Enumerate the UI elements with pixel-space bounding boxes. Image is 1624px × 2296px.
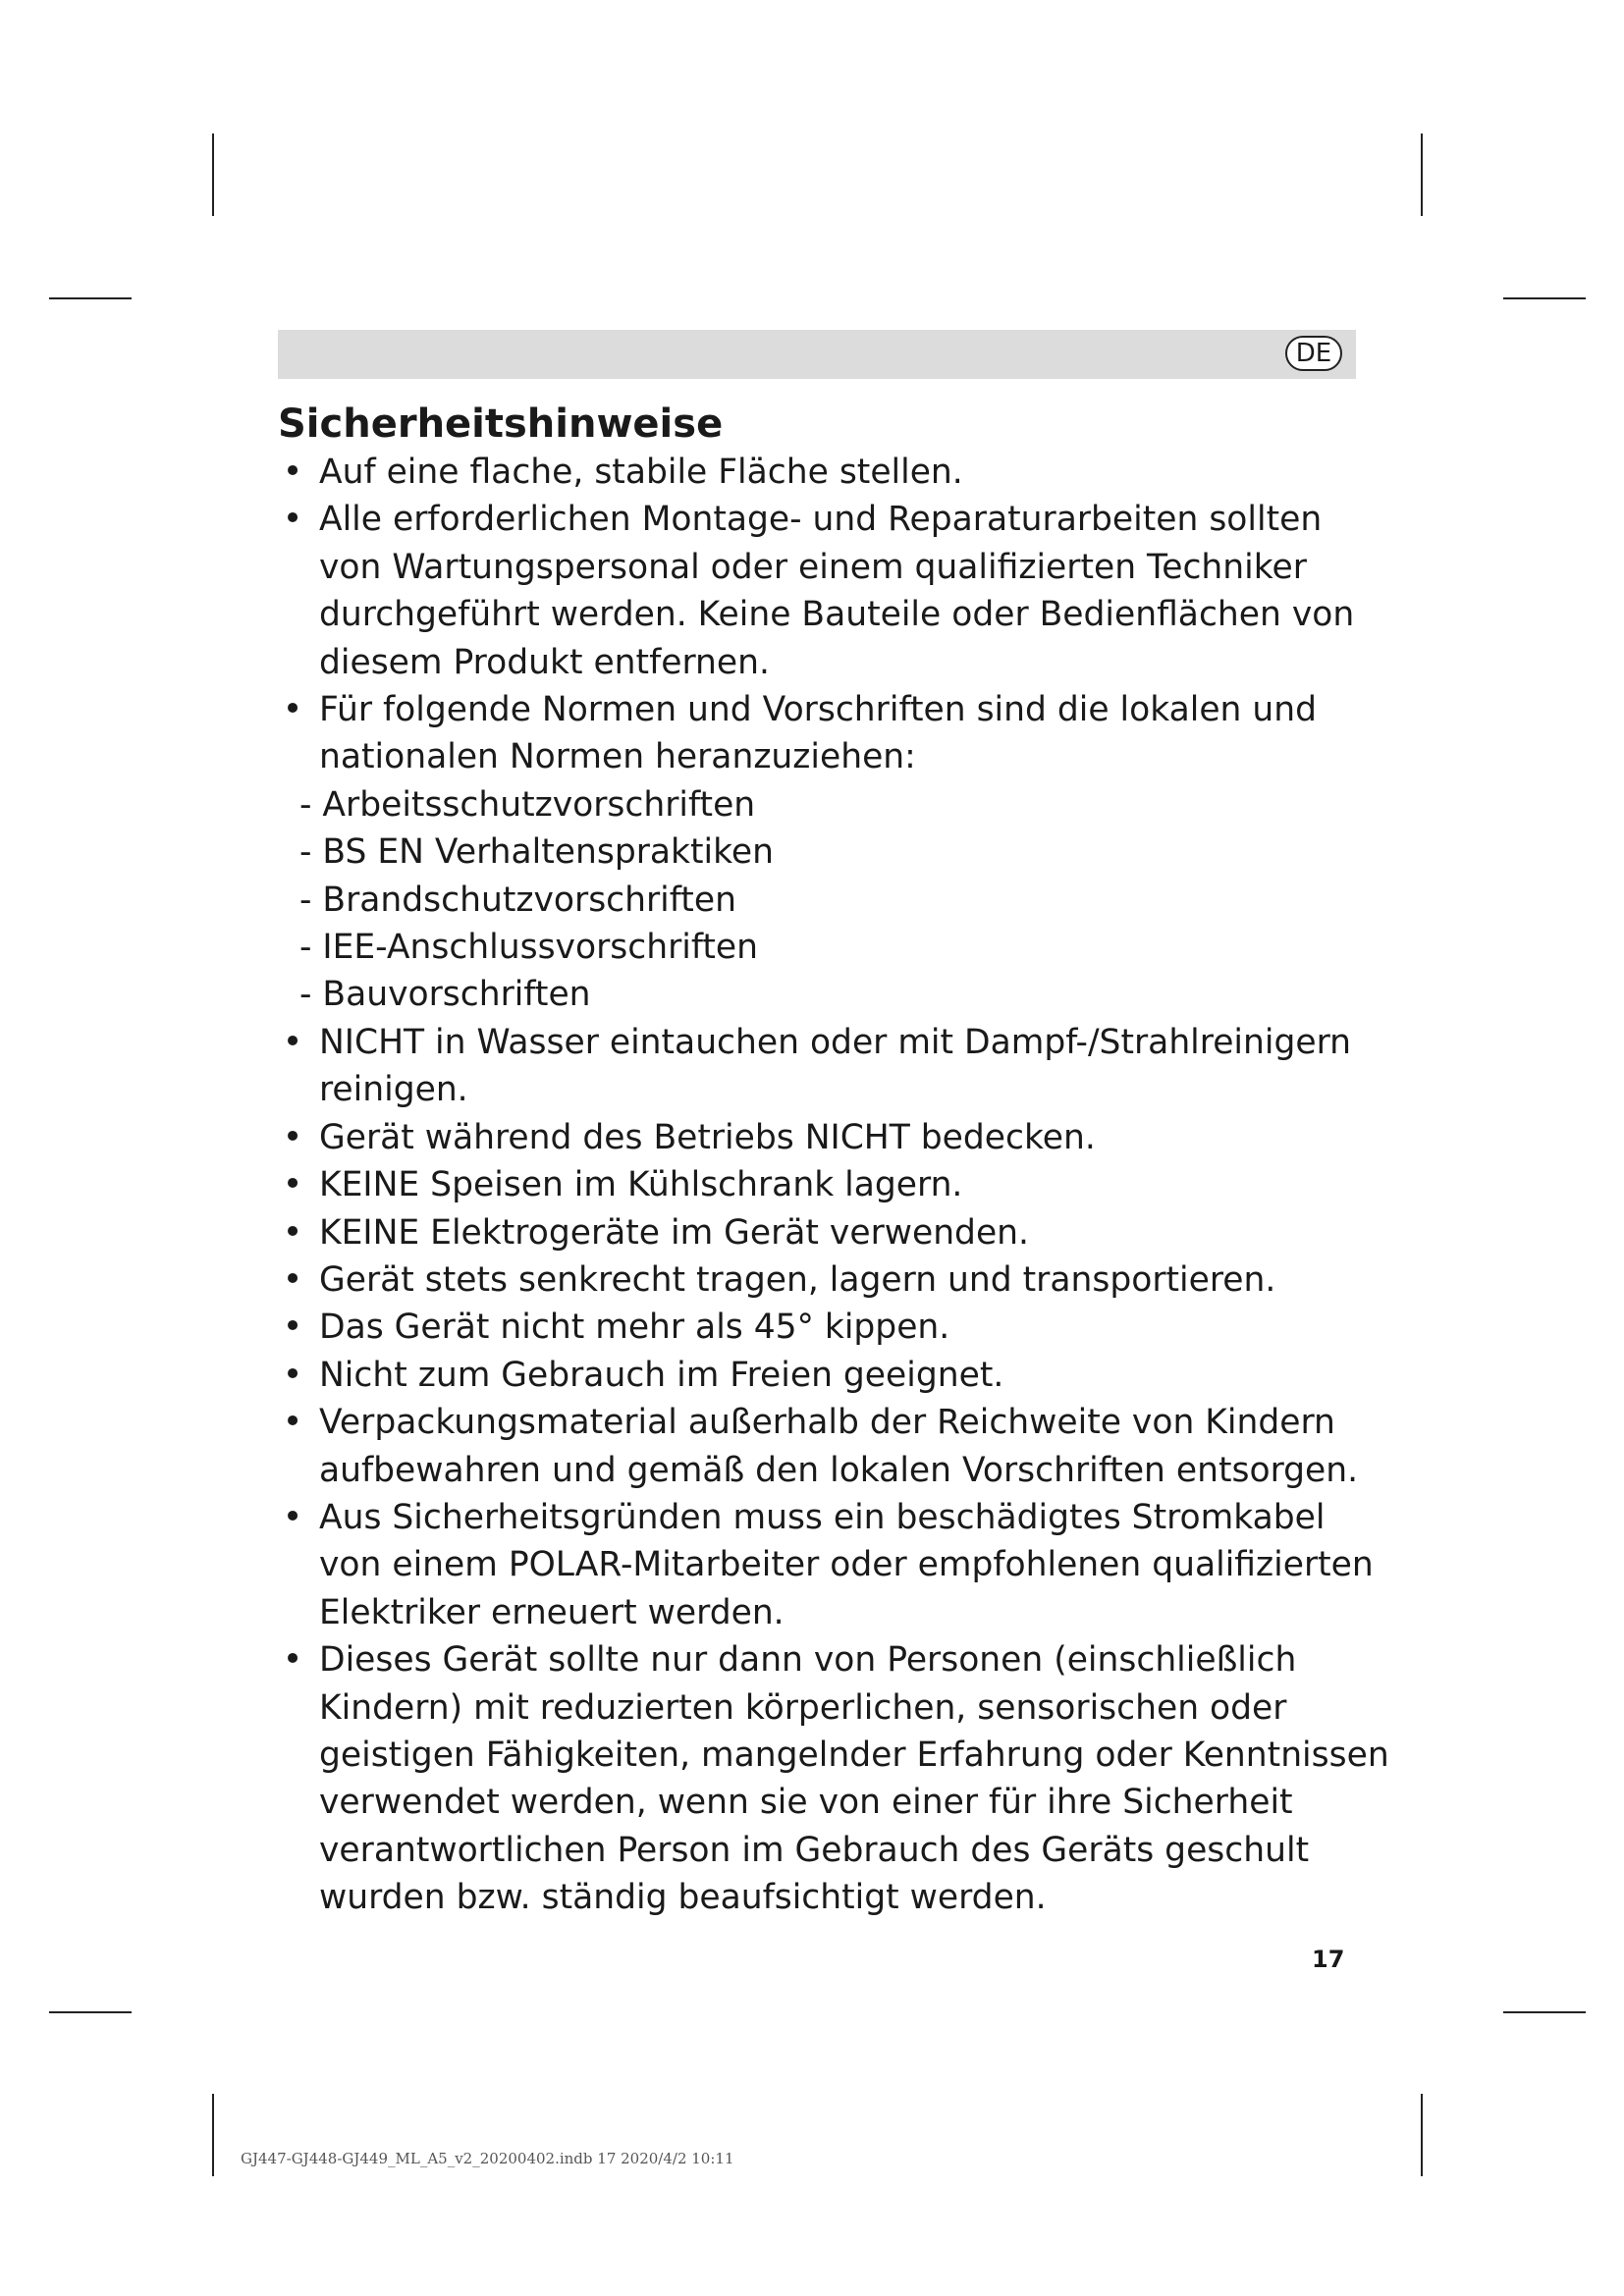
bullet-icon: •: [282, 453, 303, 492]
list-item-line: Gerät während des Betriebs NICHT bedecken.: [319, 1117, 1096, 1157]
sub-list-item: - IEE-Anschlussvorschriften: [299, 928, 758, 968]
bullet-icon: •: [282, 1403, 303, 1443]
list-item: [278, 1352, 1378, 1399]
section-header-band: [278, 330, 1356, 379]
list-item-line: NICHT in Wasser eintauchen oder mit Dampf-/Strahlreinigern: [319, 1022, 1352, 1062]
list-item-line: wurden bzw. ständig beaufsichtigt werden.: [319, 1878, 1047, 1918]
crop-mark-left-lower: [49, 2011, 132, 2013]
list-item-line: Kindern) mit reduzierten körperlichen, sensorischen oder: [319, 1687, 1287, 1728]
list-item: [278, 1256, 1378, 1304]
list-item: [278, 1114, 1378, 1161]
list-item-line: Dieses Gerät sollte nur dann von Personen (einschließlich: [319, 1640, 1297, 1681]
bullet-icon: •: [282, 1640, 303, 1681]
list-item-line: Verpackungsmaterial außerhalb der Reichweite von Kindern: [319, 1403, 1335, 1443]
sub-list-item: - BS EN Verhaltenspraktiken: [299, 832, 774, 873]
bullet-icon: •: [282, 1259, 303, 1300]
crop-mark-top-right: [1421, 133, 1423, 216]
crop-mark-bottom-left: [212, 2094, 214, 2176]
list-item-line: KEINE Elektrogeräte im Gerät verwenden.: [319, 1212, 1030, 1253]
list-item-line: nationalen Normen heranzuziehen:: [319, 737, 916, 777]
language-badge: DE: [1285, 336, 1342, 371]
list-item-line: Gerät stets senkrecht tragen, lagern und transportieren.: [319, 1259, 1276, 1300]
list-item-line: von einem POLAR-Mitarbeiter oder empfohlenen qualifizierten: [319, 1545, 1374, 1585]
bullet-icon: •: [282, 1022, 303, 1062]
list-item-line: Das Gerät nicht mehr als 45° kippen.: [319, 1308, 950, 1348]
crop-mark-right-upper: [1503, 297, 1586, 299]
list-item: [278, 1161, 1378, 1208]
page-title: Sicherheitshinweise: [278, 401, 724, 447]
list-item-line: von Wartungspersonal oder einem qualifizierten Techniker: [319, 547, 1307, 587]
list-item-line: Nicht zum Gebrauch im Freien geeignet.: [319, 1355, 1004, 1395]
crop-mark-bottom-right: [1421, 2094, 1423, 2176]
list-item: [278, 1399, 1378, 1494]
bullet-icon: •: [282, 1355, 303, 1395]
list-item-line: Alle erforderlichen Montage- und Reparaturarbeiten sollten: [319, 500, 1323, 540]
list-item-line: geistigen Fähigkeiten, mangelnder Erfahrung oder Kenntnissen: [319, 1735, 1389, 1775]
list-item-line: durchgeführt werden. Keine Bauteile oder Bedienflächen von: [319, 595, 1355, 635]
crop-mark-right-lower: [1503, 2011, 1586, 2013]
list-item-line: verwendet werden, wenn sie von einer für ihre Sicherheit: [319, 1783, 1293, 1823]
list-item-line: aufbewahren und gemäß den lokalen Vorschriften entsorgen.: [319, 1450, 1359, 1490]
list-item-line: Elektriker erneuert werden.: [319, 1592, 785, 1632]
crop-mark-left-upper: [49, 297, 132, 299]
list-item: [278, 496, 1378, 686]
bullet-icon: •: [282, 1308, 303, 1348]
print-slug: GJ447-GJ448-GJ449_ML_A5_v2_20200402.indb 17 2020/4/2 10:11: [241, 2150, 734, 2167]
list-item: [278, 686, 1378, 781]
list-item-line: Auf eine flache, stabile Fläche stellen.: [319, 453, 963, 492]
bullet-icon: •: [282, 1165, 303, 1205]
list-item: [278, 449, 1378, 496]
bullet-icon: •: [282, 500, 303, 540]
list-item: [278, 1494, 1378, 1636]
list-item-line: KEINE Speisen im Kühlschrank lagern.: [319, 1165, 963, 1205]
list-item: [278, 1636, 1389, 1921]
safety-instructions-list: [278, 449, 1389, 1922]
sub-list-item: - Bauvorschriften: [299, 975, 591, 1015]
list-item-line: verantwortlichen Person im Gebrauch des Geräts geschult: [319, 1830, 1310, 1870]
list-item-line: diesem Produkt entfernen.: [319, 642, 770, 682]
list-item: [278, 1209, 1378, 1256]
bullet-icon: •: [282, 1497, 303, 1537]
bullet-icon: •: [282, 1117, 303, 1157]
list-item-line: Für folgende Normen und Vorschriften sind die lokalen und: [319, 690, 1318, 730]
bullet-icon: •: [282, 1212, 303, 1253]
crop-mark-top-left: [212, 133, 214, 216]
list-item: [278, 1304, 1378, 1351]
page-number: 17: [1312, 1946, 1345, 1973]
sub-list-item: - Arbeitsschutzvorschriften: [299, 784, 756, 825]
bullet-icon: •: [282, 690, 303, 730]
list-item: [278, 1019, 1378, 1114]
list-item-line: reinigen.: [319, 1070, 468, 1110]
list-item-line: Aus Sicherheitsgründen muss ein beschädigtes Stromkabel: [319, 1497, 1326, 1537]
sub-list-item: - Brandschutzvorschriften: [299, 880, 736, 920]
